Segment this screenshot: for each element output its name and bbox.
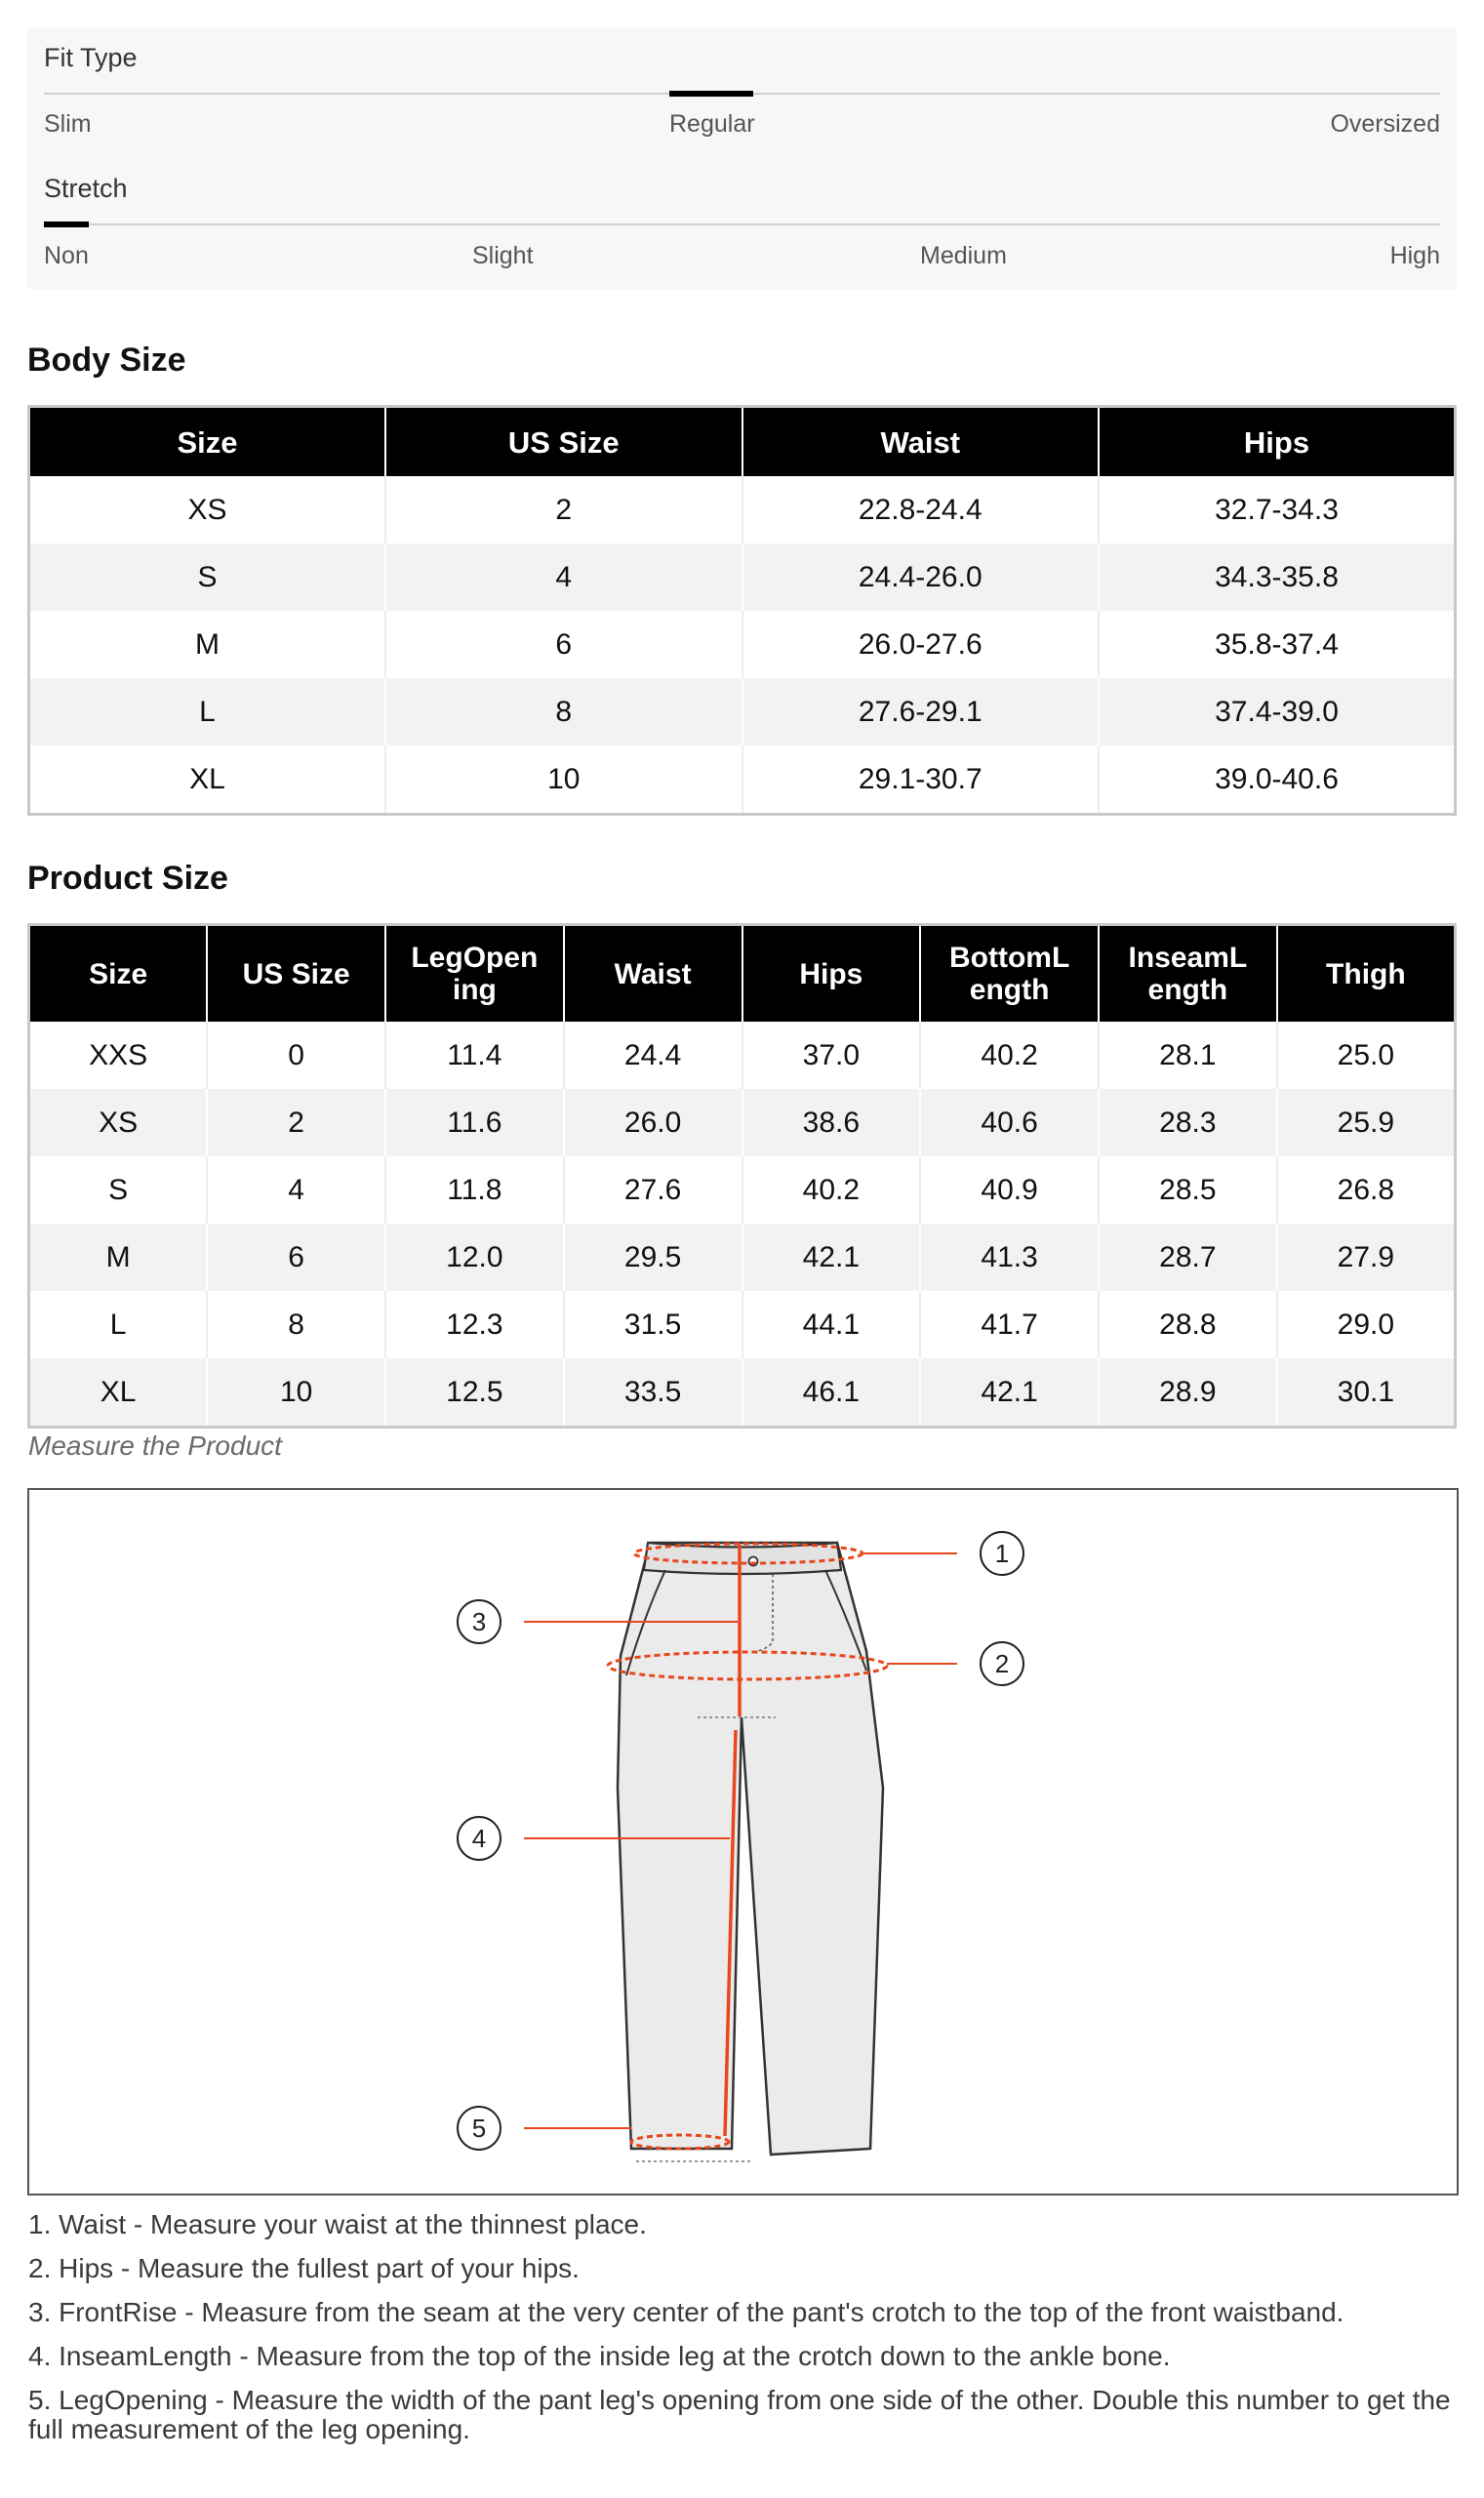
cell-hips: 35.8-37.4 <box>1099 611 1456 678</box>
cell-thigh: 27.9 <box>1277 1224 1456 1291</box>
cell-us-size: 8 <box>207 1291 385 1358</box>
cell-thigh: 25.0 <box>1277 1022 1456 1089</box>
table-header-row <box>29 407 1456 477</box>
cell-us-size: 10 <box>207 1358 385 1428</box>
cell-waist: 33.5 <box>564 1358 742 1428</box>
cell-size: S <box>29 544 386 611</box>
cell-waist: 27.6-29.1 <box>742 678 1100 745</box>
stretch-indicator <box>44 222 89 227</box>
note-waist: 1. Waist - Measure your waist at the thinnest place. <box>28 2209 647 2239</box>
fit-panel <box>27 27 1457 289</box>
table-row <box>29 1358 1456 1428</box>
callout-4-label: 4 <box>471 1824 487 1853</box>
cell-inseam-length: 28.8 <box>1099 1291 1277 1358</box>
cell-thigh: 26.8 <box>1277 1156 1456 1224</box>
stretch-label-non: Non <box>44 242 89 269</box>
header-us-size: US Size <box>385 407 742 477</box>
cell-hips: 38.6 <box>742 1089 921 1156</box>
table-row <box>29 1156 1456 1224</box>
stretch-label-slight: Slight <box>472 242 534 269</box>
note-front-rise: 3. FrontRise - Measure from the seam at the very center of the pant's crotch to the top of the front waistband. <box>28 2297 1344 2327</box>
cell-waist: 26.0-27.6 <box>742 611 1100 678</box>
cell-us-size: 8 <box>385 678 742 745</box>
callout-2-label: 2 <box>994 1649 1010 1678</box>
cell-size: XS <box>29 476 386 544</box>
cell-hips: 37.0 <box>742 1022 921 1089</box>
table-header-row <box>29 925 1456 1023</box>
cell-leg-opening: 12.3 <box>385 1291 564 1358</box>
table-row <box>29 1022 1456 1089</box>
fit-type-label-regular: Regular <box>669 110 755 138</box>
callout-5-label: 5 <box>471 2114 487 2143</box>
cell-bottom-length: 40.9 <box>920 1156 1099 1224</box>
cell-waist: 24.4-26.0 <box>742 544 1100 611</box>
body-size-table <box>27 405 1457 816</box>
cell-size: XL <box>29 745 386 815</box>
cell-size: S <box>29 1156 208 1224</box>
cell-us-size: 2 <box>207 1089 385 1156</box>
header-leg-opening: LegOpen ing <box>385 925 564 1023</box>
product-size-table <box>27 923 1457 1429</box>
stretch-label-medium: Medium <box>920 242 1007 269</box>
header-thigh: Thigh <box>1277 925 1456 1023</box>
cell-inseam-length: 28.9 <box>1099 1358 1277 1428</box>
cell-bottom-length: 42.1 <box>920 1358 1099 1428</box>
table-row <box>29 745 1456 815</box>
header-hips: Hips <box>1099 407 1456 477</box>
cell-us-size: 4 <box>207 1156 385 1224</box>
cell-us-size: 0 <box>207 1022 385 1089</box>
cell-waist: 29.1-30.7 <box>742 745 1100 815</box>
callout-4 <box>458 1817 501 1860</box>
note-leg-opening: 5. LegOpening - Measure the width of the pant leg's opening from one side of the other. Double this number to get the full measurement of the leg opening. <box>28 2385 1451 2444</box>
cell-hips: 44.1 <box>742 1291 921 1358</box>
pants-diagram-svg <box>29 1490 1457 2194</box>
header-size: Size <box>29 407 386 477</box>
cell-bottom-length: 41.7 <box>920 1291 1099 1358</box>
cell-leg-opening: 11.4 <box>385 1022 564 1089</box>
cell-bottom-length: 40.2 <box>920 1022 1099 1089</box>
cell-waist: 29.5 <box>564 1224 742 1291</box>
table-row <box>29 1224 1456 1291</box>
cell-hips: 37.4-39.0 <box>1099 678 1456 745</box>
table-row <box>29 476 1456 544</box>
cell-leg-opening: 11.6 <box>385 1089 564 1156</box>
measurement-diagram <box>27 1488 1459 2196</box>
cell-hips: 34.3-35.8 <box>1099 544 1456 611</box>
header-waist: Waist <box>564 925 742 1023</box>
cell-thigh: 30.1 <box>1277 1358 1456 1428</box>
cell-leg-opening: 12.0 <box>385 1224 564 1291</box>
measure-caption: Measure the Product <box>28 1430 282 1461</box>
cell-waist: 26.0 <box>564 1089 742 1156</box>
note-hips: 2. Hips - Measure the fullest part of your hips. <box>28 2253 580 2283</box>
cell-bottom-length: 40.6 <box>920 1089 1099 1156</box>
cell-inseam-length: 28.5 <box>1099 1156 1277 1224</box>
product-size-title: Product Size <box>27 860 228 897</box>
callout-2 <box>981 1642 1023 1685</box>
cell-size: XL <box>29 1358 208 1428</box>
note-inseam-length: 4. InseamLength - Measure from the top of the inside leg at the crotch down to the ankle bone. <box>28 2341 1171 2371</box>
callout-3 <box>458 1600 501 1643</box>
cell-us-size: 4 <box>385 544 742 611</box>
cell-hips: 46.1 <box>742 1358 921 1428</box>
waistband-shape <box>644 1543 841 1574</box>
table-row <box>29 611 1456 678</box>
cell-size: M <box>29 611 386 678</box>
table-row <box>29 1089 1456 1156</box>
body-size-title: Body Size <box>27 342 186 379</box>
callout-5 <box>458 2107 501 2150</box>
table-row <box>29 678 1456 745</box>
stretch-label-high: High <box>1389 242 1440 269</box>
cell-inseam-length: 28.3 <box>1099 1089 1277 1156</box>
cell-hips: 39.0-40.6 <box>1099 745 1456 815</box>
cell-size: M <box>29 1224 208 1291</box>
cell-us-size: 6 <box>207 1224 385 1291</box>
cell-hips: 32.7-34.3 <box>1099 476 1456 544</box>
cell-inseam-length: 28.7 <box>1099 1224 1277 1291</box>
stretch-track <box>44 223 1440 225</box>
callout-1-label: 1 <box>994 1539 1010 1568</box>
cell-leg-opening: 11.8 <box>385 1156 564 1224</box>
header-hips: Hips <box>742 925 921 1023</box>
table-row <box>29 544 1456 611</box>
measurement-notes <box>28 2210 1458 2459</box>
cell-hips: 40.2 <box>742 1156 921 1224</box>
fit-type-label-slim: Slim <box>44 110 92 138</box>
cell-size: XS <box>29 1089 208 1156</box>
callout-3-label: 3 <box>471 1607 487 1636</box>
cell-waist: 27.6 <box>564 1156 742 1224</box>
header-size: Size <box>29 925 208 1023</box>
fit-type-indicator <box>669 91 753 97</box>
cell-us-size: 2 <box>385 476 742 544</box>
cell-size: L <box>29 1291 208 1358</box>
cell-thigh: 29.0 <box>1277 1291 1456 1358</box>
cell-hips: 42.1 <box>742 1224 921 1291</box>
header-waist: Waist <box>742 407 1100 477</box>
cell-us-size: 10 <box>385 745 742 815</box>
header-us-size: US Size <box>207 925 385 1023</box>
cell-inseam-length: 28.1 <box>1099 1022 1277 1089</box>
header-bottom-length: BottomL ength <box>920 925 1099 1023</box>
stretch-title: Stretch <box>44 174 128 203</box>
cell-us-size: 6 <box>385 611 742 678</box>
fit-type-label-oversized: Oversized <box>1330 110 1440 138</box>
cell-waist: 31.5 <box>564 1291 742 1358</box>
cell-size: XXS <box>29 1022 208 1089</box>
pants-icon <box>618 1543 883 2155</box>
cell-waist: 24.4 <box>564 1022 742 1089</box>
header-inseam-length: InseamL ength <box>1099 925 1277 1023</box>
cell-size: L <box>29 678 386 745</box>
cell-leg-opening: 12.5 <box>385 1358 564 1428</box>
cell-waist: 22.8-24.4 <box>742 476 1100 544</box>
cell-bottom-length: 41.3 <box>920 1224 1099 1291</box>
cell-thigh: 25.9 <box>1277 1089 1456 1156</box>
table-row <box>29 1291 1456 1358</box>
fit-type-title: Fit Type <box>44 43 138 72</box>
callout-1 <box>981 1532 1023 1575</box>
